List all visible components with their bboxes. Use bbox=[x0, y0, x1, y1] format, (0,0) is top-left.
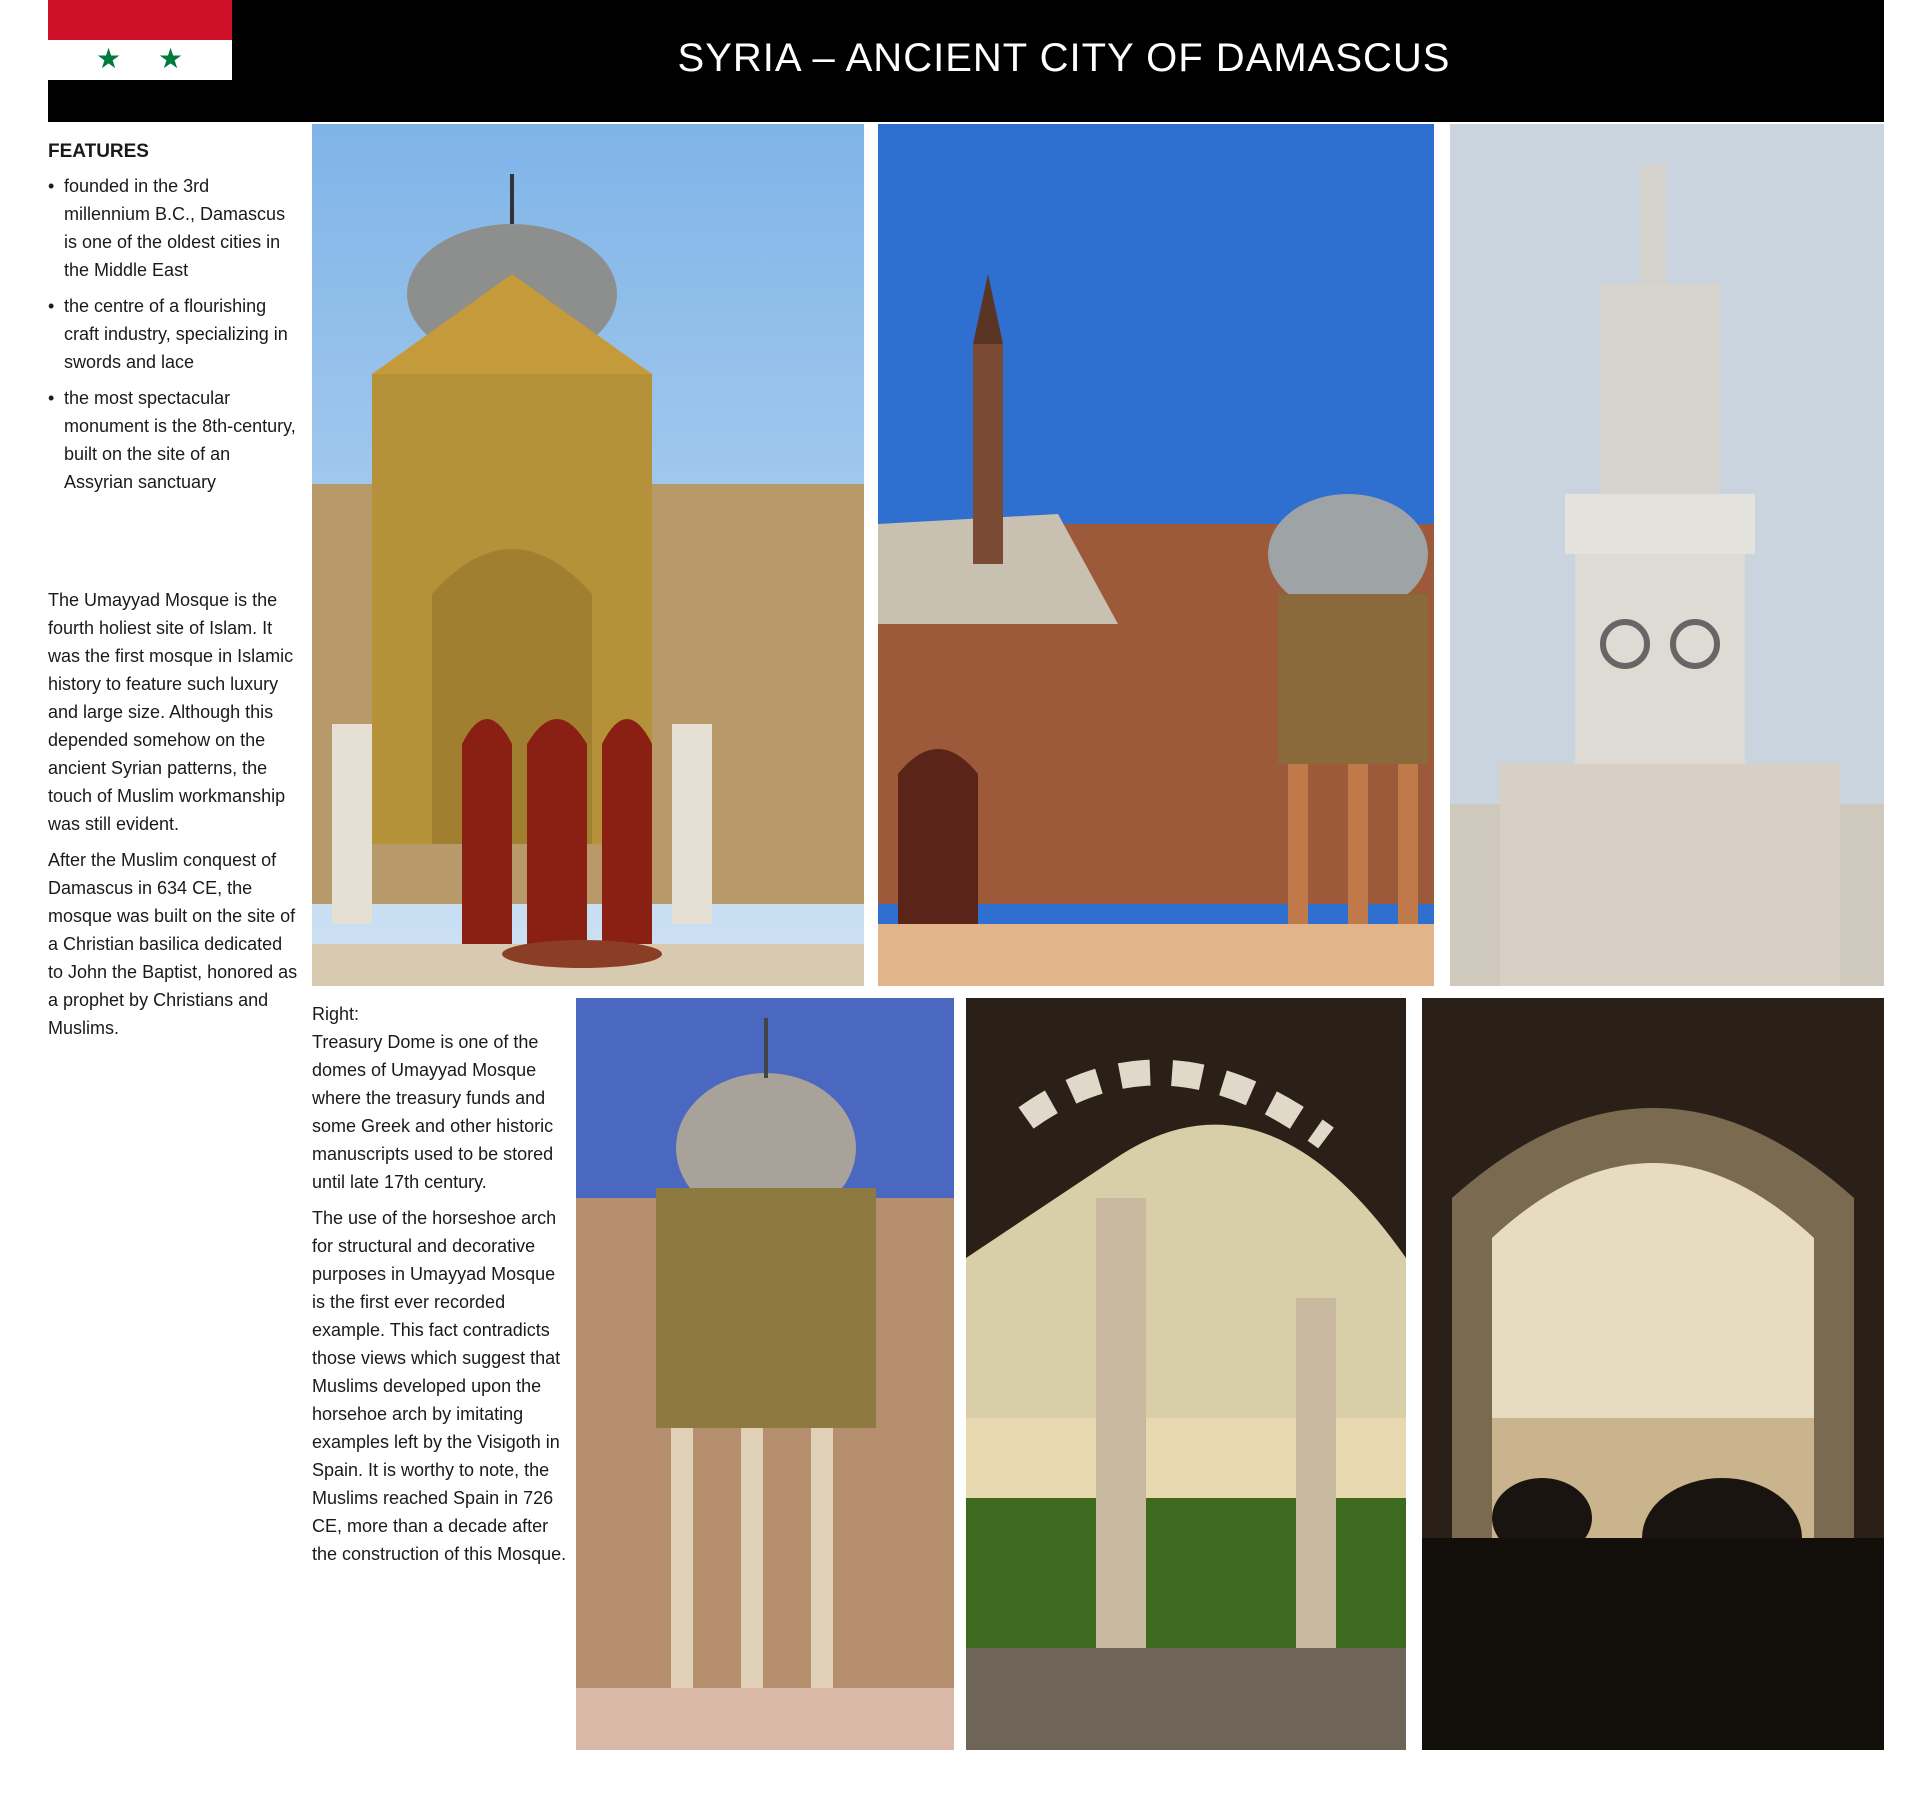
photo-minaret bbox=[1450, 124, 1884, 986]
features-heading: FEATURES bbox=[48, 141, 149, 162]
main-text bbox=[48, 586, 298, 1050]
photo-mosque-courtyard bbox=[878, 124, 1434, 986]
photo-souq-arch bbox=[1422, 998, 1884, 1750]
flag-star-icon: ★ bbox=[158, 43, 184, 74]
features-list bbox=[48, 172, 298, 496]
caption-paragraph: Treasury Dome is one of the domes of Umayyad Mosque where the treasury funds and some Greek and other historic manuscripts used to be stored until late 17th century. bbox=[312, 1032, 554, 1192]
photo-mosque-facade bbox=[312, 124, 864, 986]
main-paragraph: The Umayyad Mosque is the fourth holiest site of Islam. It was the first mosque in Islamic history to feature such luxury and large size. Although this depended somehow on the ancient Syrian patterns, the touch of Muslim workmanship was still evident. bbox=[48, 590, 294, 834]
page-header bbox=[48, 0, 1884, 122]
syria-flag bbox=[48, 0, 232, 120]
list-item: • the centre of a flourishing craft industry, specializing in swords and lace bbox=[64, 292, 298, 376]
caption-label: Right: bbox=[312, 1004, 360, 1024]
caption-paragraph: The use of the horseshoe arch for structural and decorative purposes in Umayyad Mosque is the first ever recorded example. This fact contradicts those views which suggest that Muslims developed upon the horsehoe arch by imitating examples left by the Visigoth in Spain. It is worthy to note, the Muslims reached Spain in 726 CE, more than a decade after the construction of this Mosque. bbox=[312, 1208, 567, 1564]
main-paragraph: After the Muslim conquest of Damascus in 634 CE, the mosque was built on the site of a Christian basilica dedicated to John the Baptist, honored as a prophet by Christians and Muslims. bbox=[48, 850, 298, 1038]
features-section bbox=[48, 138, 298, 504]
list-item: • founded in the 3rd millennium B.C., Damascus is one of the oldest cities in the Middle East bbox=[64, 172, 298, 284]
right-caption bbox=[312, 1000, 568, 1576]
list-item: • the most spectacular monument is the 8th-century, built on the site of an Assyrian sanctuary bbox=[64, 384, 298, 496]
photo-treasury-dome bbox=[576, 998, 954, 1750]
page-title: SYRIA – ANCIENT CITY OF DAMASCUS bbox=[677, 36, 1451, 80]
photo-arcade bbox=[966, 998, 1406, 1750]
flag-star-icon: ★ bbox=[96, 43, 122, 74]
